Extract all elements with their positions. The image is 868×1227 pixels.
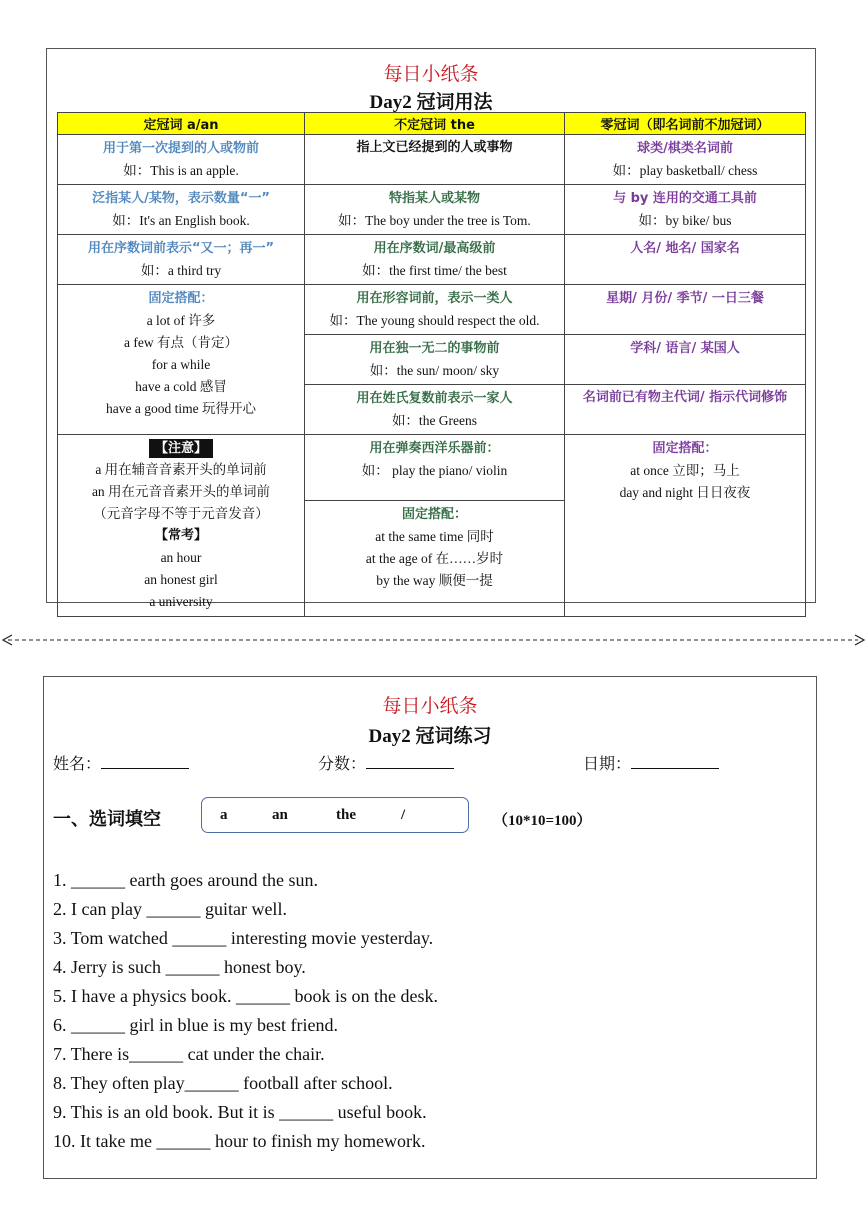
card-title: 每日小纸条 [383, 63, 479, 85]
exam-example: an hour [160, 550, 202, 565]
rule-title: 人名/ 地名/ 国家名 [630, 241, 740, 256]
section-title: 一、选词填空 [53, 809, 161, 830]
rule-title: 特指某人或某物 [388, 191, 480, 206]
rule-title: 指上文已经提到的人或事物 [356, 140, 513, 155]
rule-title: 泛指某人/某物，表示数量“一” [92, 191, 270, 206]
rule-title: 用在序数词/最高级前 [373, 241, 496, 256]
choice-an: an [272, 807, 288, 823]
choice-none: / [401, 807, 406, 823]
exercise-body [43, 676, 817, 1179]
question-item[interactable]: 10. It take me ______ hour to finish my homework. [53, 1131, 426, 1151]
table-cell [58, 135, 305, 185]
fixed-phrase: at the same time 同时 [375, 529, 494, 544]
table-row [58, 185, 806, 235]
exam-ref-label: 【常考】 [154, 528, 207, 543]
table-row [58, 435, 806, 617]
table-cell [58, 185, 305, 235]
rule-example: 如：the Greens [391, 413, 478, 428]
question-item[interactable]: 7. There is______ cat under the chair. [53, 1044, 325, 1064]
rule-title: 球类/棋类名词前 [637, 141, 733, 156]
question-item[interactable]: 4. Jerry is such ______ honest boy. [53, 957, 306, 977]
fixed-phrase: at once 立即；马上 [630, 463, 740, 478]
rule-example: 如：The boy under the tree is Tom. [338, 213, 531, 228]
rule-example: 如：by bike/ bus [638, 213, 732, 228]
choice-a: a [220, 807, 228, 823]
note-badge: 【注意】 [149, 439, 213, 458]
table-cell [565, 285, 806, 335]
question-item[interactable]: 6. ______ girl in blue is my best friend. [53, 1015, 338, 1035]
fixed-phrase: have a good time 玩得开心 [106, 401, 256, 416]
exam-example: a university [149, 594, 213, 609]
rule-title: 名词前已有物主代词/ 指示代词修饰 [582, 390, 788, 405]
table-cell [305, 335, 565, 385]
table-row [58, 135, 806, 185]
fixed-phrase: for a while [151, 357, 211, 372]
choice-the: the [336, 807, 356, 823]
question-list [53, 866, 438, 1156]
fixed-phrase: by the way 顺便一提 [376, 573, 493, 588]
table-cell [305, 235, 565, 285]
name-label: 姓名： [53, 754, 102, 773]
fixed-phrase: have a cold 感冒 [135, 379, 227, 394]
rule-example: 如： play the piano/ violin [361, 463, 508, 478]
question-item[interactable]: 3. Tom watched ______ interesting movie yesterday. [53, 928, 434, 948]
question-item[interactable]: 2. I can play ______ guitar well. [53, 899, 287, 919]
rule-title: 用在姓氏复数前表示一家人 [356, 391, 513, 406]
question-item[interactable]: 9. This is an old book. But it is ______ useful book. [53, 1102, 427, 1122]
rule-title: 用在形容词前，表示一类人 [356, 291, 513, 306]
fixed-phrase: a few 有点（肯定） [124, 335, 238, 350]
cell-divider [305, 500, 564, 592]
note-line: （元音字母不等于元音发音） [93, 506, 269, 521]
card-title: 每日小纸条 [382, 695, 478, 717]
question-item[interactable]: 8. They often play______ football after school. [53, 1073, 393, 1093]
table-row [58, 235, 806, 285]
rule-title: 固定搭配： [401, 507, 467, 522]
rule-title: 星期/ 月份/ 季节/ 一日三餐 [606, 291, 764, 306]
note-line: an 用在元音音素开头的单词前 [91, 484, 271, 499]
table-cell [58, 285, 305, 435]
rule-example: 如：play basketball/ chess [612, 163, 758, 178]
rule-title: 学科/ 语言/ 某国人 [630, 341, 740, 356]
table-header-row [58, 113, 806, 135]
question-item[interactable]: 1. ______ earth goes around the sun. [53, 870, 318, 890]
grammar-card [46, 48, 816, 609]
note-line: a 用在辅音音素开头的单词前 [95, 462, 267, 477]
table-cell [565, 185, 806, 235]
exam-example: an honest girl [144, 572, 218, 587]
table-cell [565, 335, 806, 385]
rule-example: 如：the first time/ the best [362, 263, 507, 278]
table-cell [305, 285, 565, 335]
fixed-phrase: a lot of 许多 [146, 313, 216, 328]
rule-example: 如：The young should respect the old. [329, 313, 540, 328]
table-cell [565, 435, 806, 617]
table-cell [305, 185, 565, 235]
rule-title: 用在独一无二的事物前 [369, 341, 500, 356]
rule-example: 如：a third try [140, 263, 222, 278]
table-cell [305, 435, 565, 617]
word-choice-box [201, 797, 469, 833]
rule-title: 用于第一次提到的人或物前 [102, 141, 259, 156]
table-cell [565, 235, 806, 285]
rule-title: 用在序数词前表示“又一；再一” [87, 241, 275, 256]
rule-title: 与 by 连用的交通工具前 [613, 191, 757, 206]
rule-title: 用在弹奏西洋乐器前： [369, 441, 500, 456]
fixed-phrase: day and night 日日夜夜 [619, 485, 751, 500]
table-cell [305, 135, 565, 185]
rule-title: 固定搭配： [652, 441, 718, 456]
rule-example: 如：It's an English book. [112, 213, 250, 228]
score-label: 分数： [318, 754, 367, 773]
card-subtitle: Day2 冠词练习 [368, 726, 492, 747]
table-cell [58, 435, 305, 617]
score-note: （10*10=100） [493, 813, 592, 829]
rule-example: 如：This is an apple. [123, 163, 239, 178]
table-cell [58, 235, 305, 285]
card-subtitle: Day2 冠词用法 [369, 92, 493, 113]
fixed-phrase: at the age of 在……岁时 [365, 551, 504, 566]
header-zero-article: 零冠词（即名词前不加冠词） [565, 113, 806, 135]
date-label: 日期： [583, 754, 632, 773]
table-cell [565, 385, 806, 435]
header-indefinite: 不定冠词 the [305, 113, 565, 135]
table-cell [565, 135, 806, 185]
cut-line-divider [0, 630, 868, 650]
table-cell [305, 385, 565, 435]
article-usage-table [57, 112, 806, 617]
rule-title: 固定搭配： [148, 291, 214, 306]
table-row [58, 285, 806, 335]
rule-example: 如：the sun/ moon/ sky [369, 363, 500, 378]
header-definite: 定冠词 a/an [58, 113, 305, 135]
question-item[interactable]: 5. I have a physics book. ______ book is on the desk. [53, 986, 438, 1006]
